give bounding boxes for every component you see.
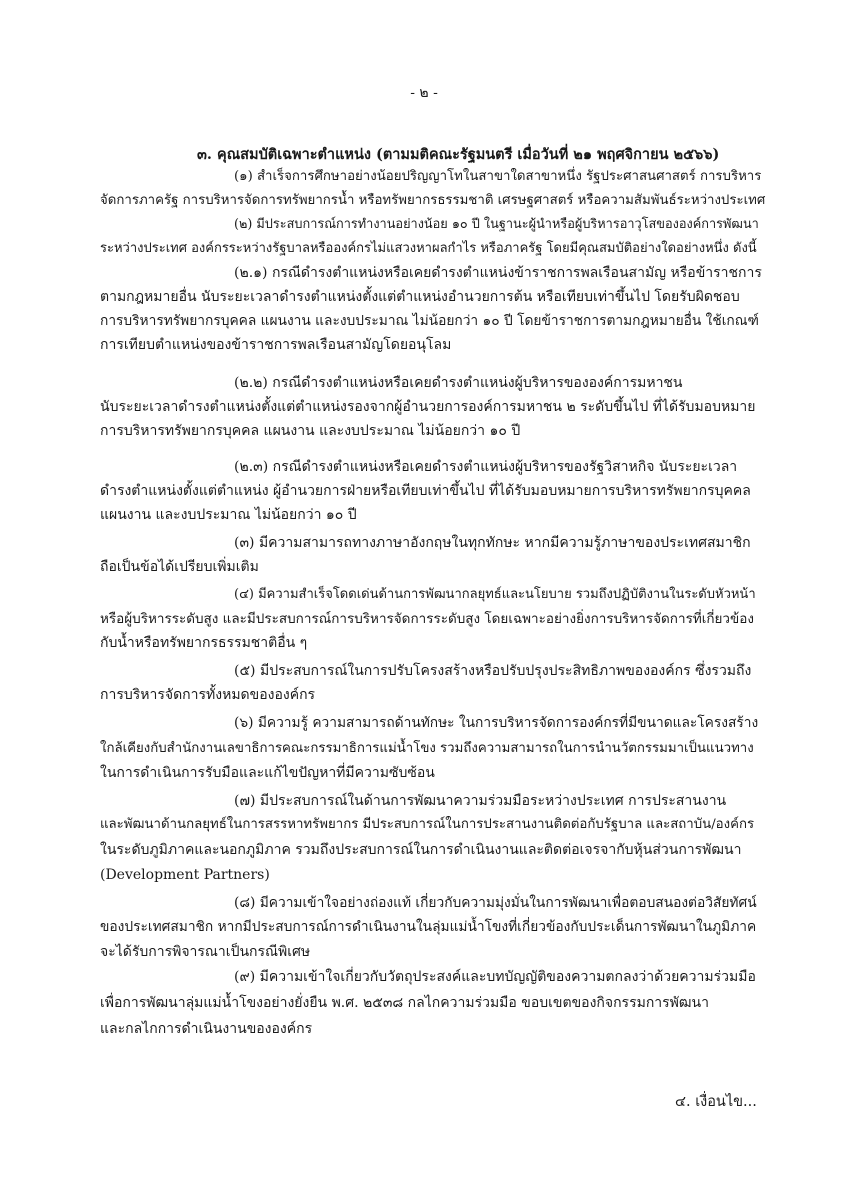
paragraph-7-line-3: ในระดับภูมิภาคและนอกภูมิภาค รวมถึงประสบการณ์ในการดำเนินงานและติดต่อเจรจากับหุ้นส่วนการพัฒนา [100,842,742,858]
continuation-note: ๔. เงื่อนไข... [675,1094,757,1110]
paragraph-4-line-2: หรือผู้บริหารระดับสูง และมีประสบการณ์การบริหารจัดการระดับสูง โดยเฉพาะอย่างยิ่งการบริหารจัดการที่เกี่ยวข้อง [100,611,754,627]
paragraph-2-3-line-3: แผนงาน และงบประมาณ ไม่น้อยกว่า ๑๐ ปี [100,507,357,523]
paragraph-2-2-line-1: (๒.๒) กรณีดำรงตำแหน่งหรือเคยดำรงตำแหน่งผู้บริหารขององค์การมหาชน [234,375,683,391]
paragraph-7-line-1: (๗) มีประสบการณ์ในด้านการพัฒนาความร่วมมือระหว่างประเทศ การประสานงาน [234,793,727,809]
paragraph-7-line-4: (Development Partners) [100,867,270,883]
paragraph-9-line-3: และกลไกการดำเนินงานขององค์กร [100,1021,313,1037]
paragraph-1-line-1: (๑) สำเร็จการศึกษาอย่างน้อยปริญญาโทในสาขาใดสาขาหนึ่ง รัฐประศาสนศาสตร์ การบริหาร [234,169,762,184]
paragraph-6-line-1: (๖) มีความรู้ ความสามารถด้านทักษะ ในการบริหารจัดการองค์กรที่มีขนาดและโครงสร้าง [234,715,759,731]
paragraph-2-3-line-1: (๒.๓) กรณีดำรงตำแหน่งหรือเคยดำรงตำแหน่งผู้บริหารของรัฐวิสาหกิจ นับระยะเวลา [234,459,738,475]
paragraph-8-line-2: ของประเทศสมาชิก หากมีประสบการณ์การดำเนินงานในลุ่มแม่น้ำโขงที่เกี่ยวข้องกับประเด็นการพัฒนาในภูมิภาค [100,919,757,935]
paragraph-3-line-1: (๓) มีความสามารถทางภาษาอังกฤษในทุกทักษะ หากมีความรู้ภาษาของประเทศสมาชิก [234,535,751,551]
paragraph-2-1-line-4: การเทียบตำแหน่งของข้าราชการพลเรือนสามัญโดยอนุโลม [100,337,452,353]
paragraph-7-line-2: และพัฒนาด้านกลยุทธ์ในการสรรหาทรัพยากร มีประสบการณ์ในการประสานงานติดต่อกับรัฐบาล และสถาบัน/องค์กร [100,817,755,832]
paragraph-4-line-3: กับน้ำหรือทรัพยากรธรรมชาติอื่น ๆ [100,635,308,651]
paragraph-4-line-1: (๔) มีความสำเร็จโดดเด่นด้านการพัฒนากลยุทธ์และนโยบาย รวมถึงปฏิบัติงานในระดับหัวหน้า [234,587,756,602]
paragraph-2-3-line-2: ดำรงตำแหน่งตั้งแต่ตำแหน่ง ผู้อำนวยการฝ่ายหรือเทียบเท่าขึ้นไป ที่ได้รับมอบหมายการบริหารทรัพยากรบุคคล [100,483,751,499]
paragraph-6-line-2: ใกล้เคียงกับสำนักงานเลขาธิการคณะกรรมาธิการแม่น้ำโขง รวมถึงความสามารถในการนำนวัตกรรมมาเป็นแนวทาง [100,741,754,756]
paragraph-5-line-2: การบริหารจัดการทั้งหมดขององค์กร [100,687,316,703]
paragraph-2-1-line-2: ตามกฎหมายอื่น นับระยะเวลาดำรงตำแหน่งตั้งแต่ตำแหน่งอำนวยการต้น หรือเทียบเท่าขึ้นไป โดยรับผิดชอบ [100,289,740,305]
page-number: - ๒ - [410,85,438,101]
paragraph-5-line-1: (๕) มีประสบการณ์ในการปรับโครงสร้างหรือปรับปรุงประสิทธิภาพขององค์กร ซึ่งรวมถึง [234,663,752,679]
paragraph-2-line-2: ระหว่างประเทศ องค์กรระหว่างรัฐบาลหรือองค์กรไม่แสวงหาผลกำไร หรือภาครัฐ โดยมีคุณสมบัติอย่างใดอย่างหนึ่ง ดังนี้ [100,241,757,256]
paragraph-8-line-3: จะได้รับการพิจารณาเป็นกรณีพิเศษ [100,944,311,960]
paragraph-8-line-1: (๘) มีความเข้าใจอย่างถ่องแท้ เกี่ยวกับความมุ่งมั่นในการพัฒนาเพื่อตอบสนองต่อวิสัยทัศน์ [234,895,757,911]
paragraph-3-line-2: ถือเป็นข้อได้เปรียบเพิ่มเติม [100,559,259,575]
paragraph-1-line-2: จัดการภาครัฐ การบริหารจัดการทรัพยากรน้ำ หรือทรัพยากรธรรมชาติ เศรษฐศาสตร์ หรือความสัมพันธ์ระหว่างประเทศ [100,193,766,208]
paragraph-2-2-line-3: การบริหารทรัพยากรบุคคล แผนงาน และงบประมาณ ไม่น้อยกว่า ๑๐ ปี [100,423,521,439]
section-heading: ๓. คุณสมบัติเฉพาะตำแหน่ง (ตามมติคณะรัฐมนตรี เมื่อวันที่ ๒๑ พฤศจิกายน ๒๕๖๖) [197,146,720,163]
paragraph-9-line-1: (๙) มีความเข้าใจเกี่ยวกับวัตถุประสงค์และบทบัญญัติของความตกลงว่าด้วยความร่วมมือ [234,969,756,985]
paragraph-2-2-line-2: นับระยะเวลาดำรงตำแหน่งตั้งแต่ตำแหน่งรองจากผู้อำนวยการองค์การมหาชน ๒ ระดับขึ้นไป ที่ได้รับมอบหมาย [100,399,756,415]
paragraph-6-line-3: ในการดำเนินการรับมือและแก้ไขปัญหาที่มีความซับซ้อน [100,765,435,781]
paragraph-2-line-1: (๒) มีประสบการณ์การทำงานอย่างน้อย ๑๐ ปี ในฐานะผู้นำหรือผู้บริหารอาวุโสขององค์การพัฒนา [234,217,759,232]
paragraph-9-line-2: เพื่อการพัฒนาลุ่มแม่น้ำโขงอย่างยั่งยืน พ.ศ. ๒๕๓๘ กลไกความร่วมมือ ขอบเขตของกิจกรรมการพัฒนา [100,995,709,1011]
paragraph-2-1-line-3: การบริหารทรัพยากรบุคคล แผนงาน และงบประมาณ ไม่น้อยกว่า ๑๐ ปี โดยข้าราชการตามกฎหมายอื่น ใช้เกณฑ์ [100,313,759,329]
paragraph-2-1-line-1: (๒.๑) กรณีดำรงตำแหน่งหรือเคยดำรงตำแหน่งข้าราชการพลเรือนสามัญ หรือข้าราชการ [234,265,762,281]
